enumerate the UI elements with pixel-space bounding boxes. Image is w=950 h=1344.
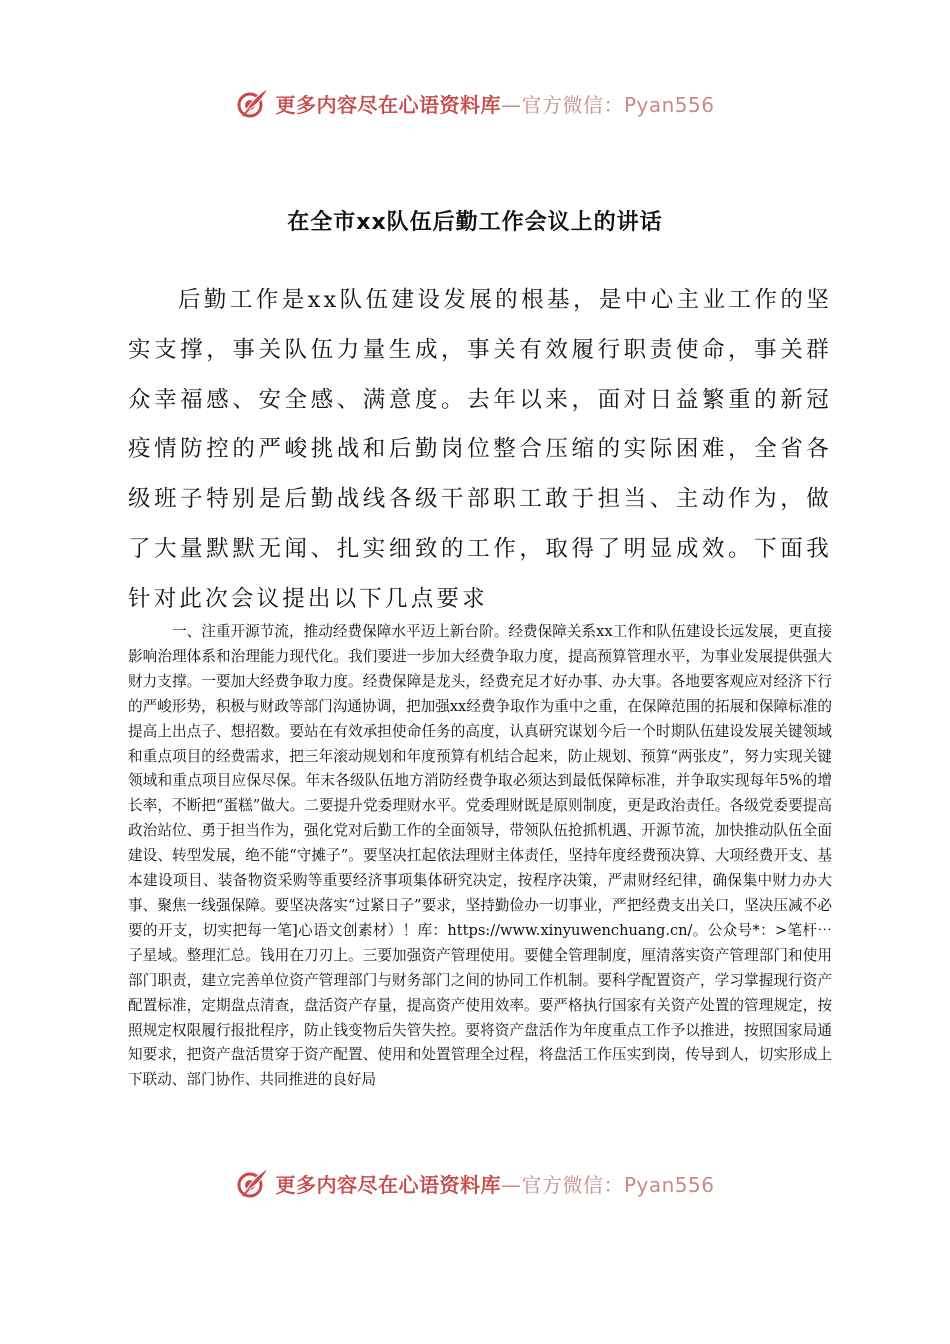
- banner-brand-text: 更多内容尽在心语资料库: [275, 92, 501, 117]
- quill-logo-icon: [235, 85, 271, 121]
- quill-logo-icon: [235, 1165, 271, 1201]
- footer-banner: [0, 1161, 950, 1205]
- document-title: 在全市xx队伍后勤工作会议上的讲话: [287, 210, 663, 235]
- banner-text: [275, 89, 714, 118]
- banner-text: [275, 1169, 714, 1198]
- banner-brand-text: 更多内容尽在心语资料库: [275, 1172, 501, 1197]
- body-paragraph: 一、注重开源节流，推动经费保障水平迈上新台阶。经费保障关系xx工作和队伍建设长远发展，更直接影响治理体系和治理能力现代化。我们要进一步加大经费争取力度，提高预算管理水平，为事业发展提供强大财力支撑。一要加大经费争取力度。经费保障是龙头，经费充足才好办事、办大事。各地要客观应对经济下行的严峻形势，积极与财政等部门沟通协调，把加强xx经费争取作为重中之重，在保障范围的拓展和保障标准的提高上出点子、想招数。要站在有效承担使命任务的高度，认真研究谋划今后一个时期队伍建设发展关键领域和重点项目的经费需求，把三年滚动规划和年度预算有机结合起来，防止规划、预算“两张皮”，努力实现关键领域和重点项目应保尽保。年末各级队伍地方消防经费争取必须达到最低保障标准，并争取实现每年5%的增长率，不断把“蛋糕”做大。二要提升党委理财水平。党委理财既是原则制度，更是政治责任。各级党委要提高政治站位、勇于担当作为，强化党对后勤工作的全面领导，带领队伍抢抓机遇、开源节流，加快推动队伍全面建设、转型发展，绝不能“守摊子”。要坚决扛起依法理财主体责任，坚持年度经费预决算、大项经费开支、基本建设项目、装备物资采购等重要经济事项集体研究决定，按程序决策，严肃财经纪律，确保集中财力办大事、聚焦一线强保障。要坚决落实“过紧日子”要求，坚持勤俭办一切事业，严把经费支出关口，坚决压减不必要的开支，切实把每一笔]心语文创素材）！库：https://www.xinyuwenchuang.cn/。公众号*：>笔杆⋯子星域。整理汇总。钱用在刀刃上。三要加强资产管理使用。要健全管理制度，厘清落实资产管理部门和使用部门职责，建立完善单位资产管理部门与财务部门之间的协同工作机制。要科学配置资产，学习掌握现行资产配置标准，定期盘点清查，盘活资产存量，提高资产使用效率。要严格执行国家有关资产处置的管理规定，按照规定权限履行报批程序，防止钱变物后失管失控。要将资产盘活作为年度重点工作予以推进，按照国家局通知要求，把资产盘活贯穿于资产配置、使用和处置管理全过程，将盘活工作压实到岗，传导到人，切实形成上下联动、部门协作、共同推进的良好局: [128, 623, 832, 1089]
- lead-paragraph: 后勤工作是xx队伍建设发展的根基，是中心主业工作的坚实支撑，事关队伍力量生成，事关有效履行职责使命，事关群众幸福感、安全感、满意度。去年以来，面对日益繁重的新冠疫情防控的严峻挑战和后勤岗位整合压缩的实际困难，全省各级班子特别是后勤战线各级干部职工敢于担当、主动作为，做了大量默默无闻、扎实细致的工作，取得了明显成效。下面我针对此次会议提出以下几点要求: [128, 287, 832, 612]
- header-banner: [0, 81, 950, 125]
- banner-wechat-text: —官方微信：Pyan556: [500, 92, 715, 117]
- banner-wechat-text: —官方微信：Pyan556: [500, 1172, 715, 1197]
